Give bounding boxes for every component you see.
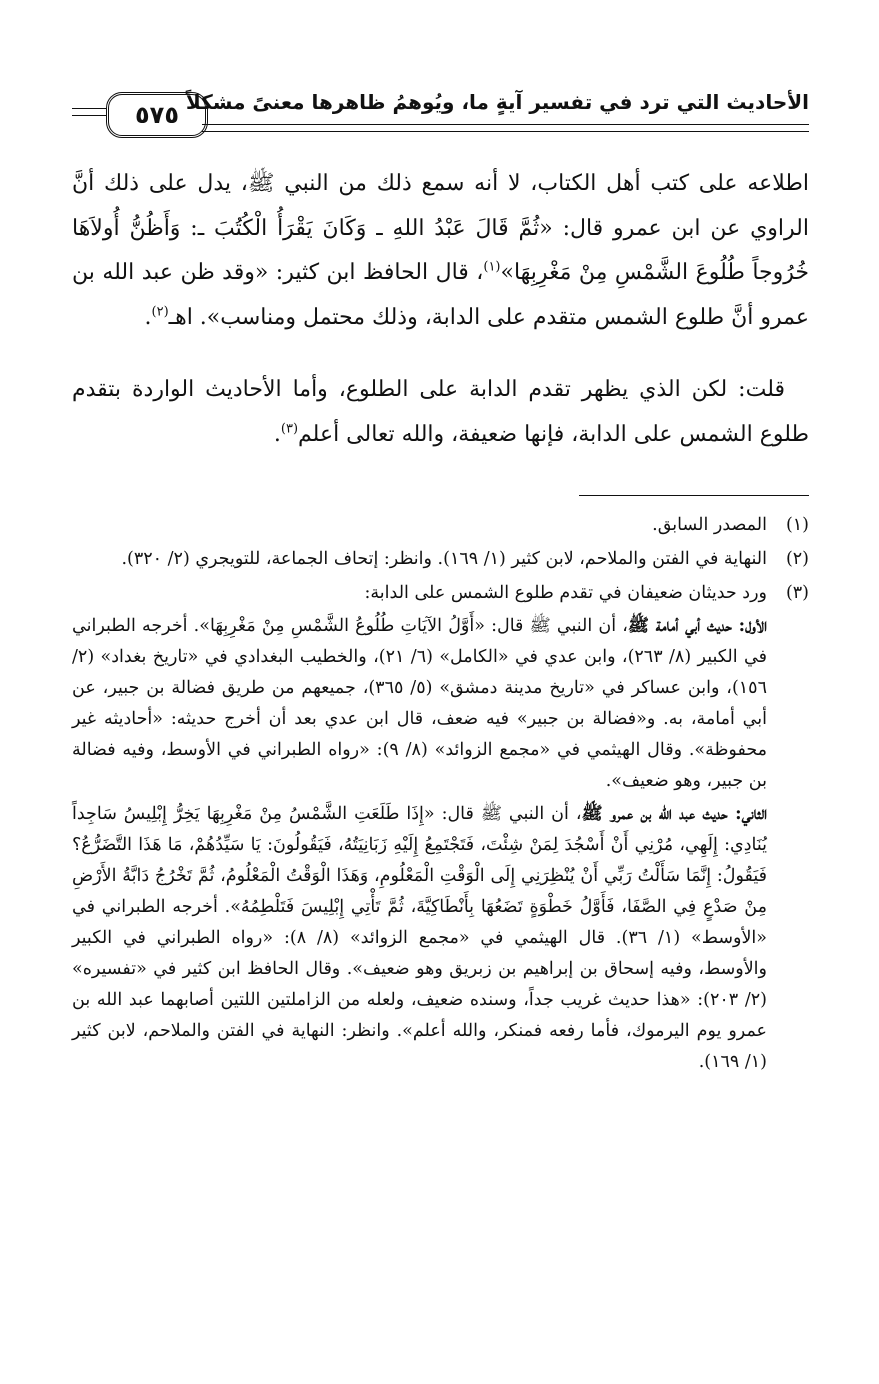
first-hadith-lead: الأول: حديث أبي أمامة ﷺ <box>627 616 767 636</box>
main-text <box>72 162 809 457</box>
footnote-separator <box>579 495 809 496</box>
page-header <box>72 70 809 142</box>
footnote-ref-3: (٣) <box>280 421 299 437</box>
footnote-number: (٣) <box>785 583 809 603</box>
page-number <box>106 92 208 138</box>
paragraph-1 <box>72 162 809 340</box>
page-number-text: ٥٧٥ <box>135 101 179 129</box>
paragraph-2-text-a: قلت: لكن الذي يظهر تقدم الدابة على الطلوع، وأما الأحاديث الواردة بتقدم طلوع الشمس على الدابة، فإنها ضعيفة، والله تعالى أعلم <box>72 377 809 447</box>
second-hadith-lead: الثاني: حديث عبد الله بن عمرو ﷺ <box>581 804 767 824</box>
running-title: الأحاديث التي ترد في تفسير آيةٍ ما، ويُوهمُ ظاهرها معنىً مشكلاً <box>185 90 809 114</box>
footnotes <box>72 510 809 1078</box>
header-rule-left <box>72 108 106 116</box>
second-hadith <box>72 799 767 1078</box>
footnote-number: (١) <box>785 515 809 535</box>
footnote-number: (٢) <box>785 549 809 569</box>
paragraph-1-text-a: اطلاعه على كتب أهل الكتاب، لا أنه سمع ذلك من النبي ﷺ، يدل على ذلك أنَّ الراوي عن ابن عمرو قال: «ثُمَّ قَالَ عَبْدُ اللهِ ـ وَكَانَ يَقْرَأُ الْكُتُبَ ـ: وَأَظُنُّ أُولاَهَا خُرُوجاً طُلُوعَ الشَّمْسِ مِنْ مَغْرِبِهَا» <box>72 171 809 285</box>
header-rule-right <box>202 124 809 132</box>
footnote-2 <box>72 544 809 575</box>
book-page <box>72 70 809 1324</box>
first-hadith-text: ، أن النبي ﷺ قال: «أَوَّلُ الآيَاتِ طُلُوعُ الشَّمْسِ مِنْ مَغْرِبِهَا». أخرجه الطبراني في الكبير (٨/ ٢٦٣)، وابن عدي في «الكامل» (٦/ ٢١)، والخطيب البغدادي في «تاريخ بغداد» (٢/ ١٥٦)، وابن عساكر في «تاريخ مدينة دمشق» (٥/ ٣٦٥)، جميعهم من طريق فضالة بن جبير، عن أبي أمامة، به. و«فضالة بن جبير» فيه ضعف، قال ابن عدي بعد أن أخرج حديثه: «أحاديثه غير محفوظة». وقال الهيثمي في «مجمع الزوائد» (٨/ ٩): «رواه الطبراني في الأوسط، وفيه فضالة بن جبير، وهو ضعيف». <box>72 616 767 791</box>
footnote-ref-1: (١) <box>483 259 501 275</box>
footnote-text: المصدر السابق. <box>652 515 767 535</box>
paragraph-2-text-b: . <box>273 421 281 447</box>
footnote-3 <box>72 578 809 1078</box>
footnote-1 <box>72 510 809 541</box>
footnote-text: النهاية في الفتن والملاحم، لابن كثير (١/ ١٦٩). وانظر: إتحاف الجماعة، للتويجري (٢/ ٣٢٠). <box>121 549 767 569</box>
footnote-intro: ورد حديثان ضعيفان في تقدم طلوع الشمس على الدابة: <box>364 583 767 603</box>
paragraph-1-text-b: ، قال الحافظ ابن كثير: «وقد ظن عبد الله بن عمرو أنَّ طلوع الشمس متقدم على الدابة، وذلك محتمل ومناسب». اهـ <box>72 260 809 330</box>
first-hadith <box>72 611 767 797</box>
paragraph-1-text-c: . <box>144 304 152 330</box>
footnote-ref-2: (٢) <box>151 304 169 320</box>
second-hadith-text: ، أن النبي ﷺ قال: «إِذَا طَلَعَتِ الشَّمْسُ مِنْ مَغْرِبِهَا يَخِرُّ إِبْلِيسُ سَاجِداً يُنَادِي: إِلَهِي، مُرْنِي أَنْ أَسْجُدَ لِمَنْ شِئْتَ، فَتَجْتَمِعُ إِلَيْهِ زَبَانِيَتُهُ، فَيَقُولُونَ: يَا سَيِّدُهُمْ، مَا هَذَا التَّضَرُّعُ؟ فَيَقُولُ: إِنَّمَا سَأَلْتُ رَبِّي أَنْ يُنْظِرَنِي إِلَى الْوَقْتِ الْمَعْلُومِ، وَهَذَا الْوَقْتُ الْمَعْلُومُ، ثُمَّ تَخْرُجُ دَابَّةُ الأَرْضِ مِنْ صَدْعٍ فِي الصَّفَا، فَأَوَّلُ خَطْوَةٍ تَضَعُهَا بِأَنْطَاكِيَّةَ، ثُمَّ تَأْتِي إِبْلِيسَ فَتَلْطِمُهُ». أخرجه الطبراني في «الأوسط» (١/ ٣٦). قال الهيثمي في «مجمع الزوائد» (٨/ ٨): «رواه الطبراني في الكبير والأوسط، وفيه إسحاق بن إبراهيم بن زبريق وهو ضعيف». وقال الحافظ ابن كثير في «تفسيره» (٢/ ٢٠٣): «هذا حديث غريب جداً، وسنده ضعيف، ولعله من الزاملتين اللتين أصابهما عبد الله بن عمرو يوم اليرموك، فأما رفعه فمنكر، والله أعلم». وانظر: النهاية في الفتن والملاحم، لابن كثير (١/ ١٦٩). <box>72 804 767 1072</box>
paragraph-2 <box>72 368 809 457</box>
